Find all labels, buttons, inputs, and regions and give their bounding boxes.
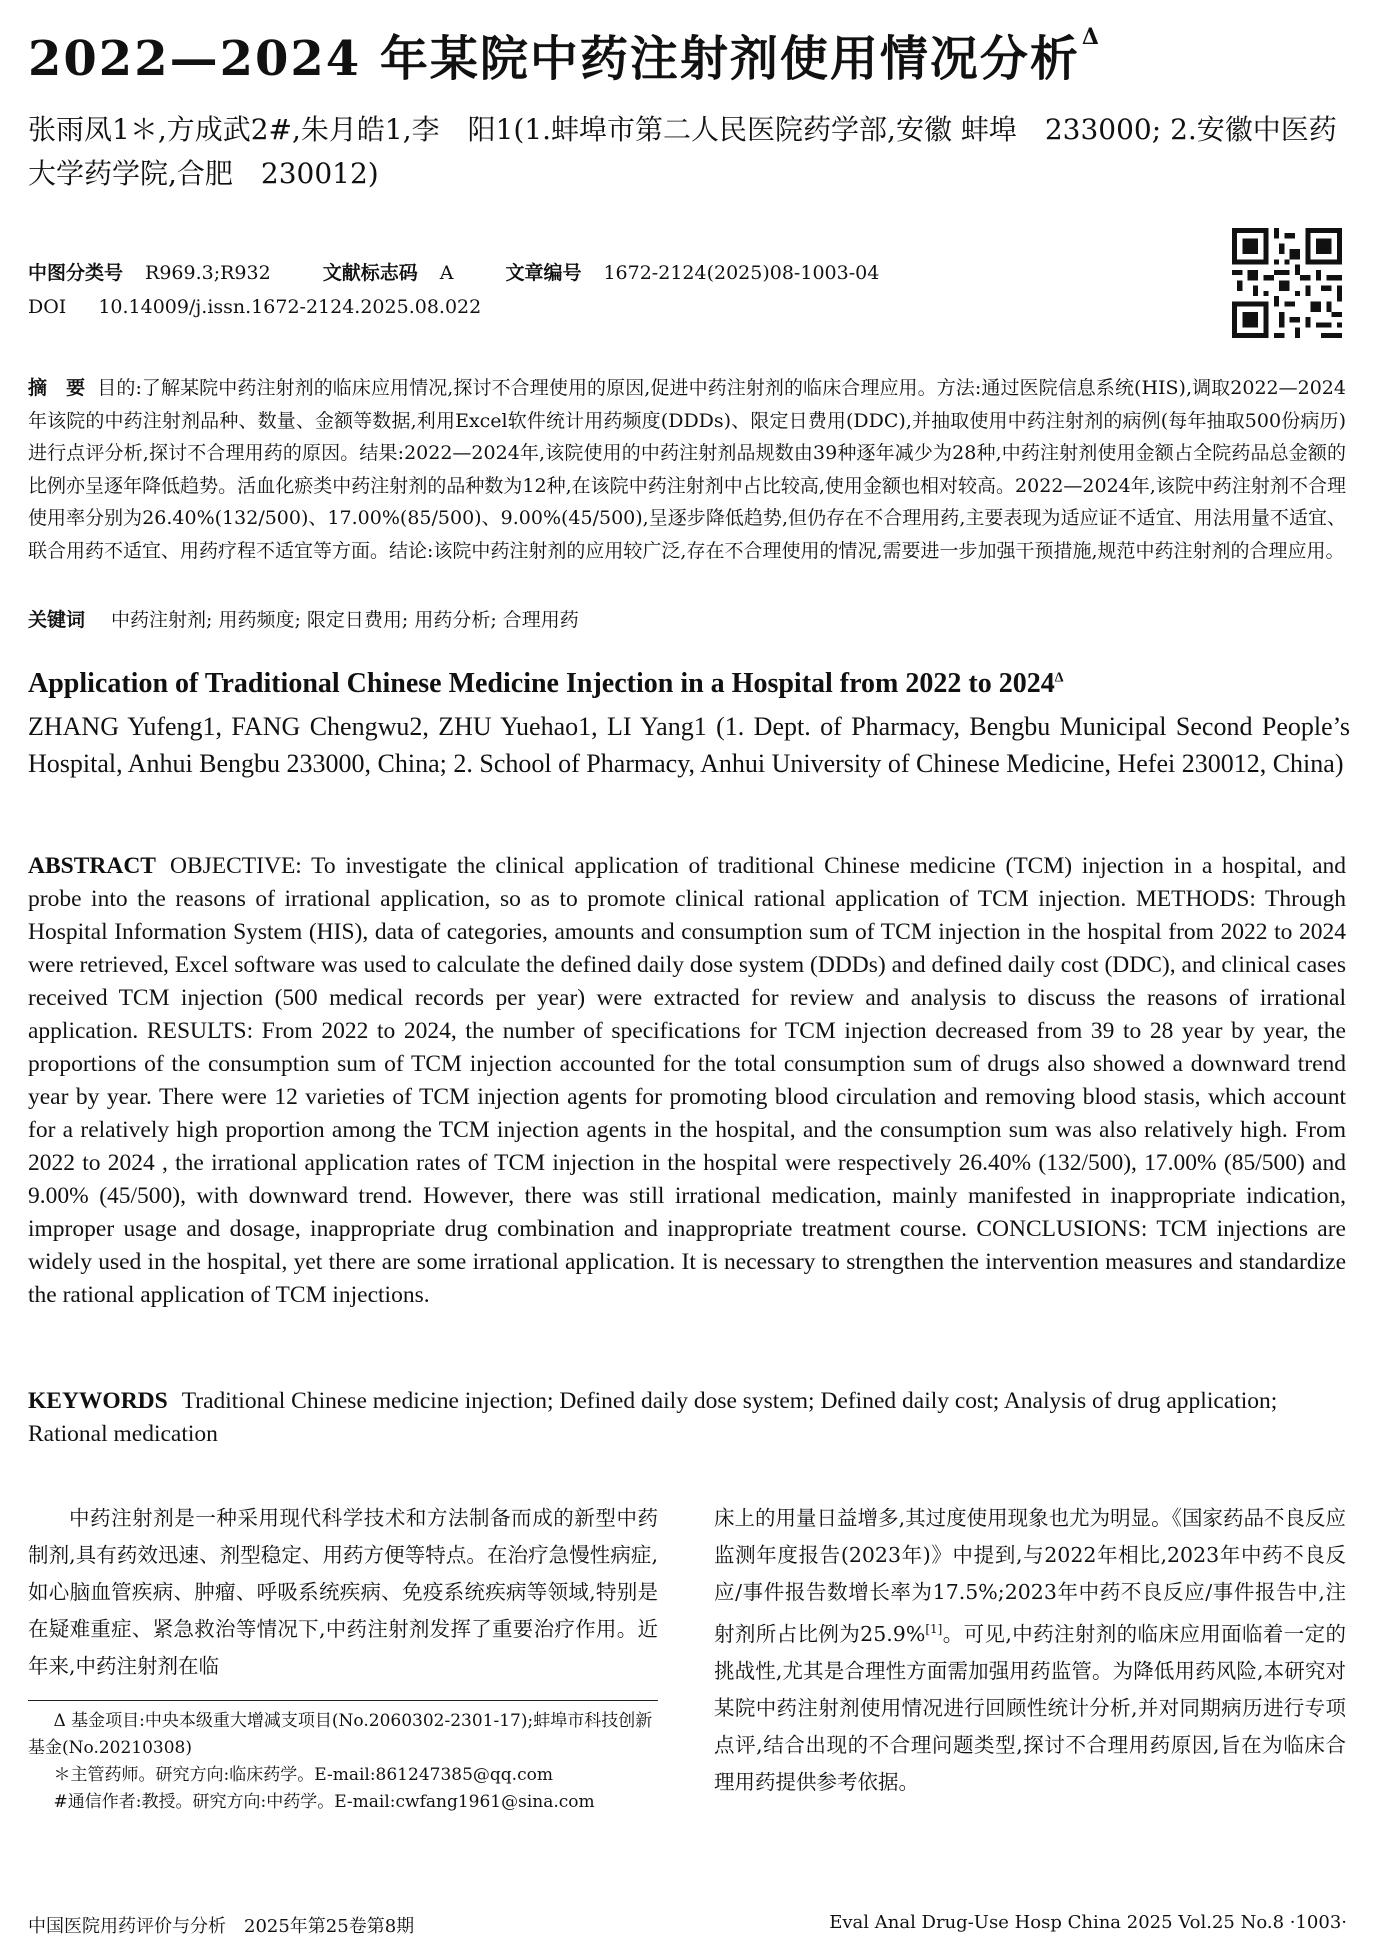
article-meta: 中图分类号 R969.3;R932 文献标志码 A 文章编号 1672-2124(2025)08-1003-04 [28,262,880,284]
abstract-zh: 摘 要 目的:了解某院中药注射剂的临床应用情况,探讨不合理使用的原因,促进中药注射剂的临床合理应用。方法:通过医院信息系统(HIS),调取2022—2024年该院的中药注射剂品种、数量、金额等数据,利用Excel软件统计用药频度(DDDs)、限定日费用(DDC),并抽取使用中药注射剂的病例(每年抽取500份病历)进行点评分析,探讨不合理用药的原因。结果:2022—2024年,该院使用的中药注射剂品规数由39种逐年减少为28种,中药注射剂使用金额占全院药品总金额的比例亦呈逐年降低趋势。活血化瘀类中药注射剂的品种数为12种,在该院中药注射剂中占比较高,使用金额也相对较高。2022—2024年,该院中药注射剂不合理使用率分别为26.40%(132/500)、17.00%(85/500)、9.00%(45/500),呈逐步降低趋势,但仍存在不合理用药,主要表现为适应证不适宜、用法用量不适宜、联合用药不适宜、用药疗程不适宜等方面。结论:该院中药注射剂的应用较广泛,存在不合理使用的情况,需要进一步加强干预措施,规范中药注射剂的合理应用。 [28,377,1346,562]
qr-code-icon [1232,228,1342,338]
paper-title: 2022—2024 年某院中药注射剂使用情况分析$^\Delta$ [28,24,1101,87]
keywords-zh: 关键词 中药注射剂; 用药频度; 限定日费用; 用药分析; 合理用药 [28,609,579,631]
abstract-en: ABSTRACT OBJECTIVE: To investigate the clinical application of traditional Chinese medicine (TCM) injection in a hospital, and probe into the reasons of irrational application, so as to promote clinical rational application of TCM injection. METHODS: Through Hospital Information System (HIS), data of categories, amounts and consumption sum of TCM injection in the hospital from 2022 to 2024 were retrieved, Excel software was used to calculate the defined daily dose system (DDDs) and defined daily cost (DDC), and clinical cases received TCM injection (500 medical records per year) were extracted for review and analysis to discuss the reasons of irrational application. RESULTS: From 2022 to 2024, the number of specifications for TCM injection decreased from 39 to 28 year by year, the proportions of the consumption sum of TCM injection accounted for the total consumption sum of drugs also showed a downward trend year by year. There were 12 varieties of TCM injection agents for promoting blood circulation and removing blood stasis, which account for a relatively high proportion among the TCM injection agents in the hospital, and the consumption sum was also relatively high. From 2022 to 2024 , the irrational application rates of TCM injection in the hospital were respectively 26.40% (132/500), 17.00% (85/500) and 9.00% (45/500), with downward trend. However, there was still irrational medication, mainly manifested in inappropriate indication, improper usage and dosage, inappropriate drug combination and inappropriate treatment course. CONCLUSIONS: TCM injections are widely used in the hospital, yet there are some irrational application. It is necessary to strengthen the intervention measures and standardize the rational application of TCM injections. [28,853,1346,1308]
footnote-divider [28,1700,658,1701]
footer-journal-zh: 中国医院用药评价与分析 2025年第25卷第8期 [28,1916,415,1937]
footnotes [28,1708,658,1816]
footnote-author: ＊主管药师。研究方向:临床药学。E-mail:861247385@qq.com [53,1765,553,1785]
keywords-en: KEYWORDS Traditional Chinese medicine injection; Defined daily dose system; Defined daily cost; Analysis of drug application; Rational medication [28,1388,1278,1447]
citation-ref[interactable]: [1] [925,1622,943,1636]
paper-title-en: Application of Traditional Chinese Medicine Injection in a Hospital from 2022 to $2024^\Delta$ [28,668,1064,699]
footnote-corresponding: #通信作者:教授。研究方向:中药学。E-mail:cwfang1961@sina.com [53,1792,595,1812]
footnote-fund: Δ 基金项目:中央本级重大增减支项目(No.2060302-2301-17);蚌埠市科技创新基金(No.20210308) [28,1711,653,1758]
body-column-left: 中药注射剂是一种采用现代科学技术和方法制备而成的新型中药制剂,具有药效迅速、剂型稳定、用药方便等特点。在治疗急慢性病症,如心脑血管疾病、肿瘤、呼吸系统疾病、免疫系统疾病等领域,特别是在疑难重症、紧急救治等情况下,中药注射剂发挥了重要治疗作用。近年来,中药注射剂在临 [28,1506,658,1678]
doi-line: DOI 10.14009/j.issn.1672-2124.2025.08.022 [28,296,482,318]
authors-zh: 张雨凤1＊,方成武2#,朱月皓1,李 阳1(1.蚌埠市第二人民医院药学部,安徽 蚌埠 233000; 2.安徽中医药大学药学院,合肥 230012) [28,113,1337,190]
footer-journal-en: Eval Anal Drug-Use Hosp China 2025 Vol.25 No.8 ·1003· [829,1912,1347,1933]
body-column-right: 床上的用量日益增多,其过度使用现象也尤为明显。《国家药品不良反应监测年度报告(2023年)》中提到,与2022年相比,2023年中药不良反应/事件报告数增长率为17.5%;2023年中药不良反应/事件报告中,注射剂所占比例为25.9%[1]。可见,中药注射剂的临床应用面临着一定的挑战性,尤其是合理性方面需加强用药监管。为降低用药风险,本研究对某院中药注射剂使用情况进行回顾性统计分析,并对同期病历进行专项点评,结合出现的不合理问题类型,探讨不合理用药原因,旨在为临床合理用药提供参考依据。 [714,1506,1347,1794]
authors-en: ZHANG Yufeng1, FANG Chengwu2, ZHU Yuehao1, LI Yang1 (1. Dept. of Pharmacy, Bengbu Municipal Second People’s Hospital, Anhui Bengbu 233000, China; 2. School of Pharmacy, Anhui University of Chinese Medicine, Hefei 230012, China) [28,712,1350,778]
